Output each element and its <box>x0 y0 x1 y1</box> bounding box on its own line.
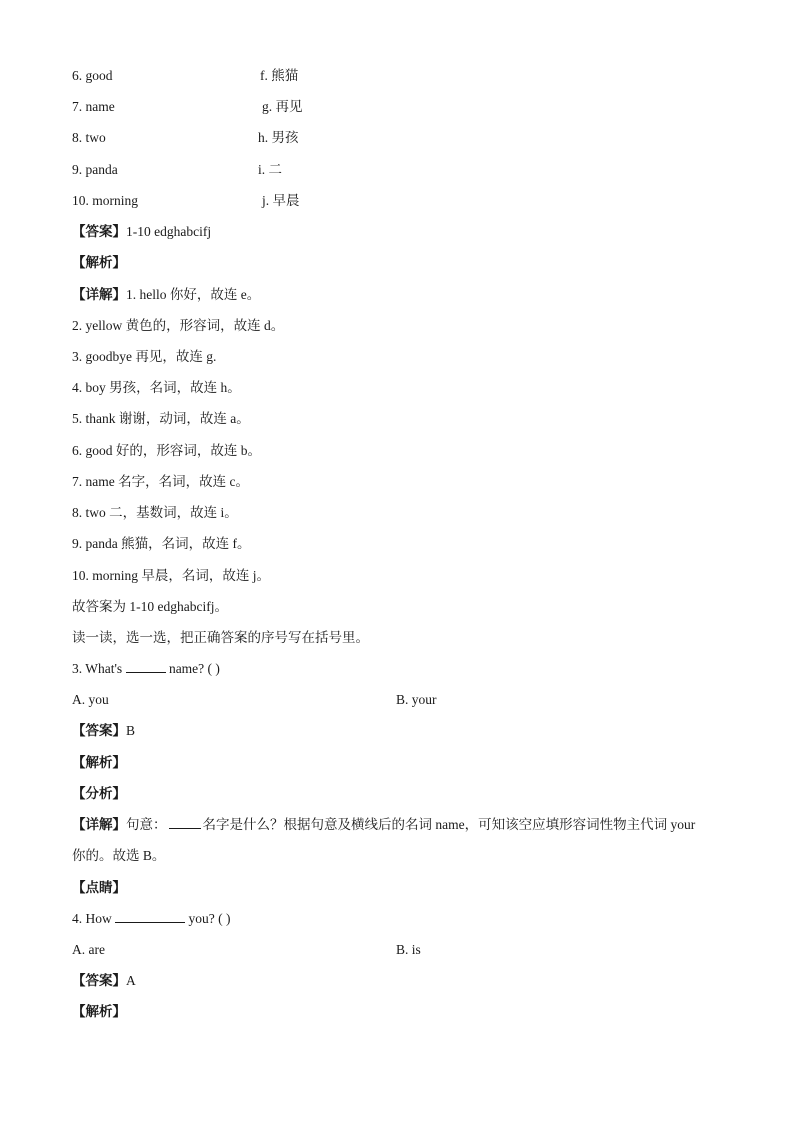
q4-analysis-label: 【解析】 <box>72 1004 126 1019</box>
matching-left-8: 8. two <box>72 130 106 145</box>
answer-value: B <box>126 723 136 738</box>
q3-analysis-label: 【解析】 <box>72 755 126 770</box>
q2-detail-4: 4. boy 男孩，名词，故连 h。 <box>72 380 241 395</box>
q3-dianjing-label: 【点睛】 <box>72 880 126 895</box>
matching-right-f: f. 熊猫 <box>260 68 299 83</box>
detail-after: 名字是什么？根据句意及横线后的名词 name，可知该空应填形容词性物主代词 your <box>202 817 696 832</box>
q3-option-a: A. you <box>72 692 109 707</box>
answer-value: 1-10 edghabcifj <box>126 224 212 239</box>
q4-option-a: A. are <box>72 942 105 957</box>
matching-right-j: j. 早晨 <box>262 193 300 208</box>
matching-left-7: 7. name <box>72 99 115 114</box>
q4-stem-after: you? ( ) <box>188 911 231 926</box>
matching-left-10: 10. morning <box>72 193 138 208</box>
q3-detail-line2: 你的。故选 B。 <box>72 848 166 863</box>
q2-detail-1 <box>72 286 260 304</box>
matching-right-h: h. 男孩 <box>258 130 299 145</box>
q2-detail-10: 10. morning 早晨，名词，故连 j。 <box>72 568 270 583</box>
q2-detail-3: 3. goodbye 再见，故连 g. <box>72 349 217 364</box>
q2-detail-7: 7. name 名字，名词，故连 c。 <box>72 474 249 489</box>
q4-answer <box>72 972 136 990</box>
detail-label: 【详解】 <box>72 817 126 832</box>
q3-answer-blank <box>126 660 166 673</box>
matching-left-9: 9. panda <box>72 162 118 177</box>
q4-stem-before: 4. How <box>72 911 112 926</box>
q4-answer-blank <box>115 910 185 923</box>
q2-detail-2: 2. yellow 黄色的，形容词，故连 d。 <box>72 318 285 333</box>
q3-option-b: B. your <box>396 692 437 707</box>
q3-detail <box>72 816 695 834</box>
answer-label: 【答案】 <box>72 973 126 988</box>
q3-stem-after: name? ( ) <box>168 661 220 676</box>
q2-answer <box>72 223 211 241</box>
detail-before: 句意： <box>126 817 167 832</box>
detail-text: 1. hello 你好，故连 e。 <box>126 287 261 302</box>
q2-detail-6: 6. good 好的，形容词，故连 b。 <box>72 443 261 458</box>
q3-answer <box>72 722 135 740</box>
section-instruction: 读一读，选一选，把正确答案的序号写在括号里。 <box>72 630 369 645</box>
matching-right-g: g. 再见 <box>262 99 303 114</box>
q2-detail-9: 9. panda 熊猫，名词，故连 f。 <box>72 536 251 551</box>
matching-right-i: i. 二 <box>258 162 283 177</box>
q2-detail-5: 5. thank 谢谢，动词，故连 a。 <box>72 411 250 426</box>
q2-analysis-label: 【解析】 <box>72 255 126 270</box>
detail-blank <box>169 816 201 829</box>
q3-stem-before: 3. What's <box>72 661 123 676</box>
answer-value: A <box>126 973 136 988</box>
answer-label: 【答案】 <box>72 224 126 239</box>
q4-option-b: B. is <box>396 942 421 957</box>
q3-stem <box>72 660 220 678</box>
q3-fenxi-label: 【分析】 <box>72 786 126 801</box>
q2-detail-8: 8. two 二，基数词，故连 i。 <box>72 505 238 520</box>
matching-left-6: 6. good <box>72 68 113 83</box>
answer-label: 【答案】 <box>72 723 126 738</box>
q4-stem <box>72 910 230 928</box>
q2-conclusion: 故答案为 1-10 edghabcifj。 <box>72 599 228 614</box>
detail-label: 【详解】 <box>72 287 126 302</box>
